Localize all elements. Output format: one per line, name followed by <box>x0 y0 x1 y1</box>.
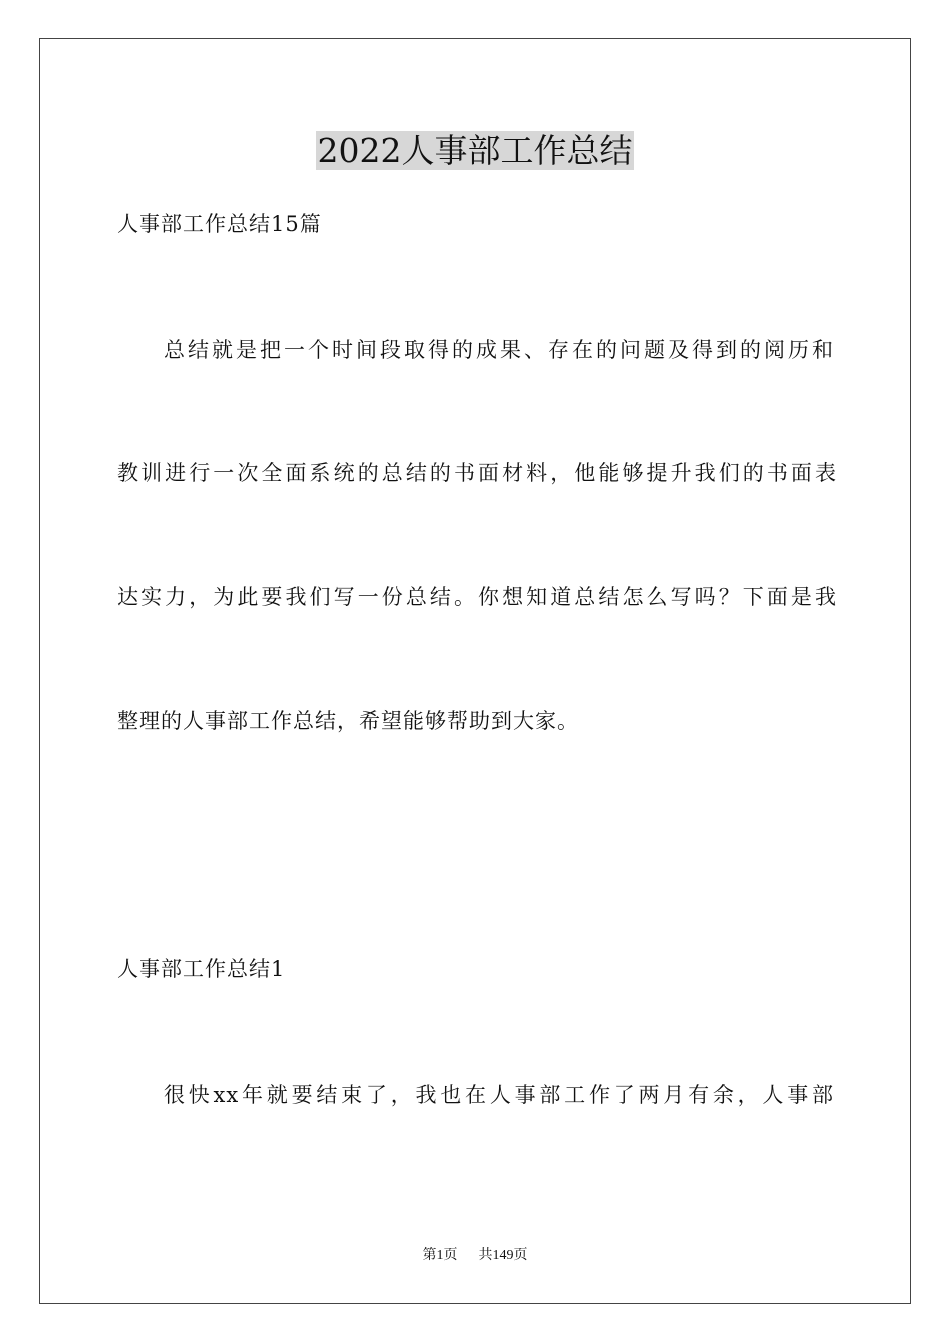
document-title-text: 2022人事部工作总结 <box>317 131 633 170</box>
page-number: 第1页 <box>422 1248 458 1263</box>
intro-line-1: 总结就是把一个时间段取得的成果、存在的问题及得到的阅历和 <box>164 338 834 362</box>
section-paragraph-line: 很快xx年就要结束了，我也在人事部工作了两月有余，人事部 <box>164 1083 834 1107</box>
intro-line-2: 教训进行一次全面系统的总结的书面材料，他能够提升我们的书面表 <box>117 461 837 485</box>
page-total: 共149页 <box>478 1248 528 1263</box>
intro-line-4: 整理的人事部工作总结，希望能够帮助到大家。 <box>117 709 579 733</box>
document-title <box>0 126 950 176</box>
document-subtitle: 人事部工作总结15篇 <box>117 212 322 236</box>
intro-line-3: 达实力，为此要我们写一份总结。你想知道总结怎么写吗？下面是我 <box>117 585 837 609</box>
section-heading: 人事部工作总结1 <box>117 957 286 981</box>
page-footer <box>0 1246 950 1266</box>
